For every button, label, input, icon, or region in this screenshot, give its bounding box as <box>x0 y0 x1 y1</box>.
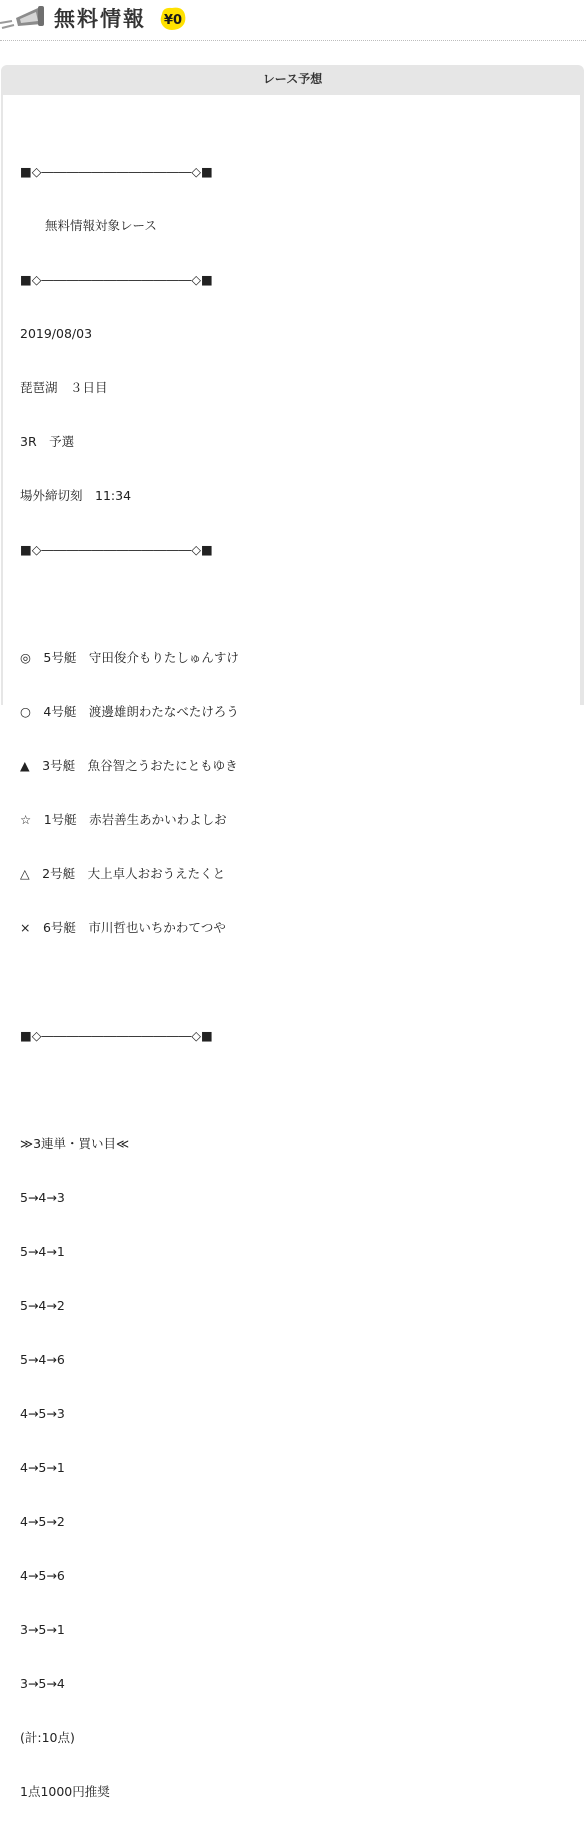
bet-line: 4→5→3 <box>20 1406 65 1421</box>
bet-line: 4→5→1 <box>20 1460 65 1475</box>
bet-line: 4→5→2 <box>20 1514 65 1529</box>
race-number: 3R 予選 <box>20 434 75 449</box>
spacer <box>20 595 560 613</box>
spacer <box>20 973 560 991</box>
separator-line: ■◇――――――――――――◇■ <box>20 542 213 557</box>
target-race-label: 無料情報対象レース <box>20 218 157 233</box>
panel-title: レース予想 <box>262 72 323 86</box>
megaphone-icon <box>0 4 48 32</box>
page-title: 無料情報 <box>54 7 146 31</box>
bet-line: 3→5→1 <box>20 1622 65 1637</box>
prediction-content <box>20 127 560 1837</box>
spacer <box>20 1081 560 1099</box>
prediction-line: ○ 4号艇 渡邊雄朗わたなべたけろう <box>20 704 239 719</box>
bet-line: 5→4→2 <box>20 1298 65 1313</box>
separator-line: ■◇――――――――――――◇■ <box>20 164 213 179</box>
bet-line: 4→5→6 <box>20 1568 65 1583</box>
page-header <box>0 0 586 41</box>
race-date: 2019/08/03 <box>20 326 93 341</box>
race-prediction-panel <box>1 65 584 1799</box>
bet-recommendation: 1点1000円推奨 <box>20 1784 110 1799</box>
bet-total: (計:10点) <box>20 1730 75 1745</box>
bet-line: 5→4→1 <box>20 1244 65 1259</box>
prediction-line: ▲ 3号艇 魚谷智之うおたにともゆき <box>20 758 238 773</box>
separator-line: ■◇――――――――――――◇■ <box>20 272 213 287</box>
venue-day: 琵琶湖 ３日目 <box>20 380 108 395</box>
panel-body <box>3 95 580 1799</box>
bet-line: 5→4→6 <box>20 1352 65 1367</box>
free-badge <box>159 6 187 32</box>
bet-line: 3→5→4 <box>20 1676 65 1691</box>
prediction-line: × 6号艇 市川哲也いちかわてつや <box>20 920 226 935</box>
prediction-line: ☆ 1号艇 赤岩善生あかいわよしお <box>20 812 227 827</box>
free-badge-text: ¥0 <box>163 13 183 28</box>
prediction-line: △ 2号艇 大上卓人おおうえたくと <box>20 866 226 881</box>
deadline-time: 場外締切刻 11:34 <box>20 488 132 503</box>
bet-line: 5→4→3 <box>20 1190 65 1205</box>
prediction-line: ◎ 5号艇 守田俊介もりたしゅんすけ <box>20 650 239 665</box>
separator-line: ■◇――――――――――――◇■ <box>20 1028 213 1043</box>
bet-heading: ≫3連単・買い目≪ <box>20 1136 130 1151</box>
